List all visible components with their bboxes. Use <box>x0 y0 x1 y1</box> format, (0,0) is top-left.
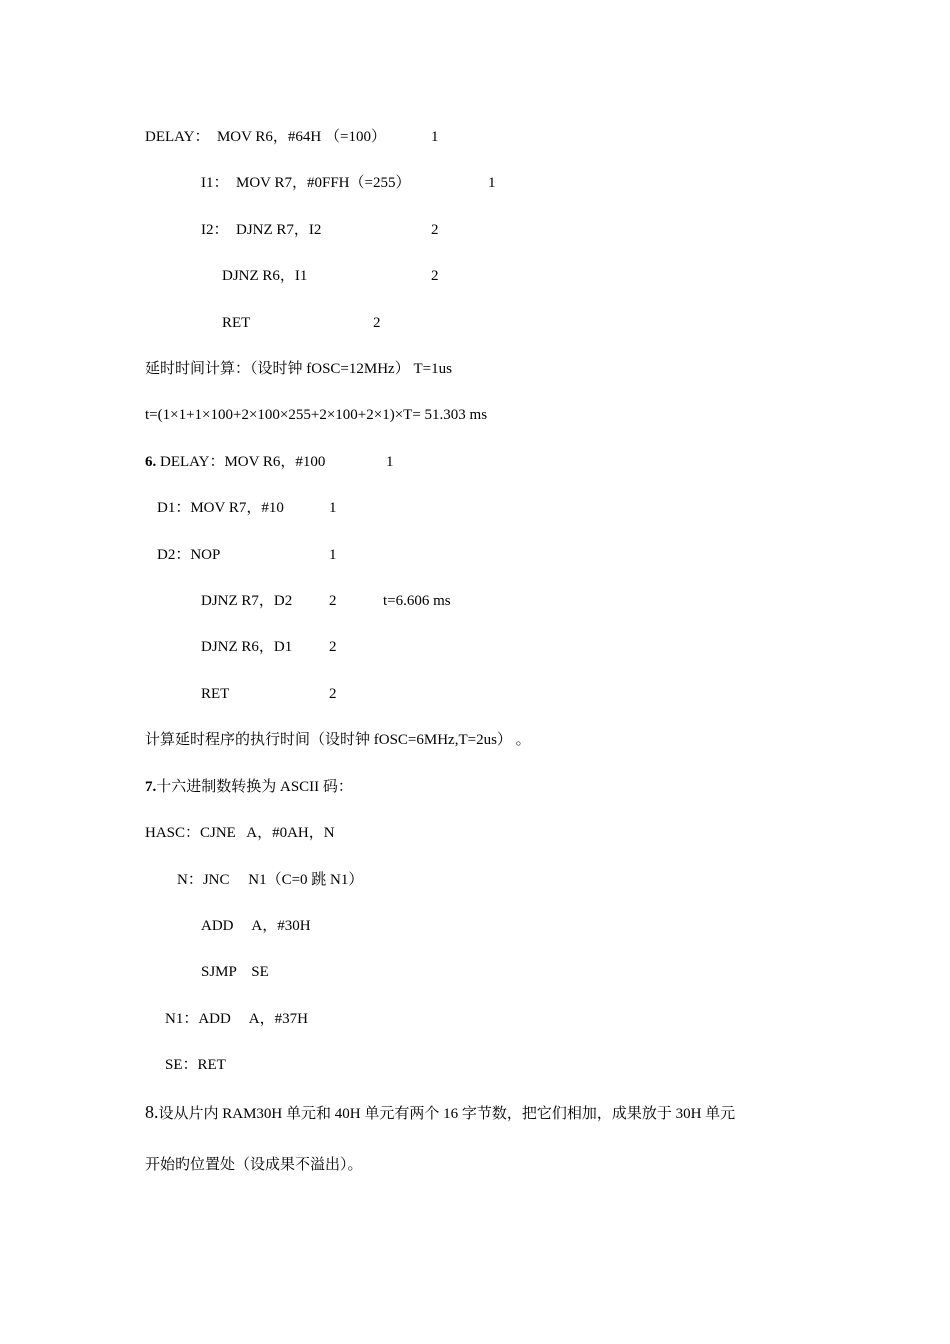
code-line-d1: D1：MOV R7，#10 <box>157 500 284 516</box>
code-line-djnz-r6: DJNZ R6，D1 <box>201 639 293 655</box>
code-line-i2: I2： DJNZ R7，I2 <box>201 222 322 238</box>
code-line-n1: N1：ADD A，#37H <box>165 1011 308 1027</box>
code-line-i1: I1： MOV R7，#0FFH（=255） <box>201 175 411 191</box>
code-line-n: N：JNC N1（C=0 跳 N1） <box>177 872 364 888</box>
cycle-count: 2 <box>329 686 337 702</box>
question-7 <box>145 777 353 797</box>
question-number: 6. <box>145 454 157 470</box>
question-6 <box>145 452 325 472</box>
calc-instruction: 计算延时程序的执行时间（设时钟 fOSC=6MHz,T=2us） 。 <box>145 732 531 748</box>
code-line-sjmp: SJMP SE <box>201 964 269 980</box>
code-line-d2: D2：NOP <box>157 547 221 563</box>
delay-calc-heading: 延时时间计算：（设时钟 fOSC=12MHz） T=1us <box>145 361 452 377</box>
delay-formula: t=(1×1+1×100+2×100×255+2×100+2×1)×T= 51.303 ms <box>145 407 488 423</box>
cycle-count: 2 <box>329 639 337 655</box>
cycle-count: 1 <box>386 454 394 470</box>
cycle-count: 2 <box>431 268 439 284</box>
code-line-djnz-r7: DJNZ R7，D2 <box>201 593 293 609</box>
code-line-hasc: HASC：CJNE A，#0AH，N <box>145 825 335 841</box>
cycle-count: 1 <box>431 129 439 145</box>
cycle-count: 1 <box>329 500 337 516</box>
code-line-ret: RET <box>222 315 251 331</box>
question-number: 8. <box>145 1102 159 1122</box>
code-line-ret: RET <box>201 686 230 702</box>
question-number: 7. <box>145 779 157 795</box>
code-line-delay: DELAY： MOV R6，#64H （=100） <box>145 129 386 145</box>
question-text: 设从片内 RAM30H 单元和 40H 单元有两个 16 字节数，把它们相加，成果放于 30H 单元 <box>158 1106 736 1122</box>
cycle-count: 2 <box>329 593 337 609</box>
question-text: 十六进制数转换为 ASCII 码： <box>156 779 353 795</box>
code-text: DELAY：MOV R6，#100 <box>156 454 326 470</box>
code-line-djnz-r6: DJNZ R6，I1 <box>222 268 308 284</box>
cycle-count: 2 <box>431 222 439 238</box>
code-line-se: SE：RET <box>165 1057 226 1073</box>
question-8-continued: 开始旳位置处（设成果不溢出）。 <box>145 1157 363 1173</box>
question-8 <box>145 1102 735 1124</box>
cycle-count: 2 <box>373 315 381 331</box>
delay-result: t=6.606 ms <box>383 593 451 609</box>
cycle-count: 1 <box>329 547 337 563</box>
code-line-add-30h: ADD A，#30H <box>201 918 311 934</box>
cycle-count: 1 <box>488 175 496 191</box>
